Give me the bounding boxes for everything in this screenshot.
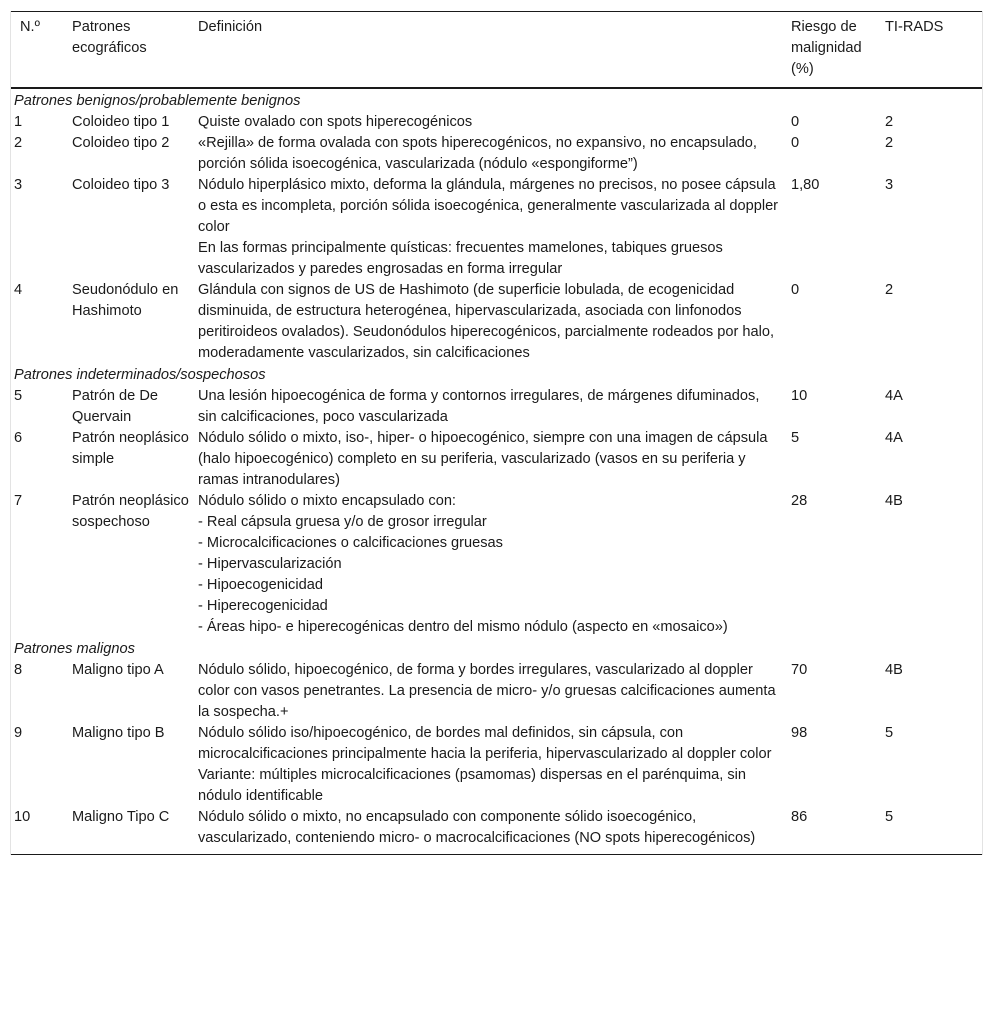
- definition-line: - Hipervascularización: [198, 556, 342, 572]
- cell-risk: 70: [791, 662, 808, 678]
- cell-risk: 28: [791, 493, 808, 509]
- definition-line: Variante: múltiples microcalcificaciones (psamomas) dispersas en el parénquima, sin nódulo identificable: [198, 767, 747, 804]
- cell-pattern: Maligno tipo B: [72, 725, 165, 741]
- cell-tirads: 3: [885, 177, 894, 193]
- definition-line: Nódulo sólido o mixto encapsulado con:: [198, 493, 456, 509]
- cell-definition: [189, 660, 782, 723]
- cell-risk: 5: [791, 430, 800, 446]
- cell-tirads: 5: [885, 725, 894, 741]
- header-definition: Definición: [198, 19, 263, 35]
- cell-risk: 86: [791, 809, 808, 825]
- definition-line: Nódulo sólido o mixto, no encapsulado con componente sólido isoecogénico, vascularizado, conteniendo micro- o macrocalcificaciones (NO spots hiperecogénicos): [198, 809, 756, 846]
- table-row: [11, 133, 982, 175]
- definition-line: - Hiperecogenicidad: [198, 598, 328, 614]
- cell-tirads: 4B: [885, 662, 903, 678]
- definition-line: «Rejilla» de forma ovalada con spots hiperecogénicos, no expansivo, no encapsulado, porción sólida isoecogénica, vascularizada (nódulo «espongiforme”): [198, 135, 757, 172]
- definition-line: Nódulo sólido o mixto, iso-, hiper- o hipoecogénico, siempre con una imagen de cápsula (halo hipoecogénico) completo en su periferia, vascularizado (vasos en su periferia y ramas intranodulares): [198, 430, 768, 488]
- table-row: [11, 491, 982, 638]
- cell-num: 10: [14, 809, 31, 825]
- cell-pattern: Coloideo tipo 2: [72, 135, 170, 151]
- definition-line: - Real cápsula gruesa y/o de grosor irregular: [198, 514, 487, 530]
- cell-definition: [189, 175, 782, 280]
- cell-num: 1: [14, 114, 23, 130]
- cell-num: 5: [14, 388, 23, 404]
- cell-pattern: Patrón neoplásico simple: [72, 430, 189, 467]
- tirads-patterns-table-container: [10, 11, 983, 855]
- cell-tirads: 4A: [885, 388, 903, 404]
- group-title: Patrones malignos: [14, 641, 135, 657]
- group-header-row: [11, 88, 982, 112]
- definition-line: - Áreas hipo- e hiperecogénicas dentro del mismo nódulo (aspecto en «mosaico»): [198, 619, 728, 635]
- group-title: Patrones indeterminados/sospechosos: [14, 367, 266, 383]
- table-row: [11, 660, 982, 723]
- cell-definition: [189, 133, 782, 175]
- definition-line: Una lesión hipoecogénica de forma y contornos irregulares, de márgenes difuminados, sin calcificaciones, poco vascularizada: [198, 388, 760, 425]
- cell-risk: 0: [791, 282, 800, 298]
- table-body: [11, 88, 982, 855]
- cell-definition: [189, 723, 782, 807]
- cell-risk: 98: [791, 725, 808, 741]
- cell-risk: 1,80: [791, 177, 820, 193]
- cell-pattern: Seudonódulo en Hashimoto: [72, 282, 179, 319]
- cell-pattern: Coloideo tipo 1: [72, 114, 170, 130]
- header-pattern: Patrones ecográficos: [72, 19, 147, 56]
- cell-num: 9: [14, 725, 23, 741]
- cell-num: 8: [14, 662, 23, 678]
- definition-line: Nódulo hiperplásico mixto, deforma la glándula, márgenes no precisos, no posee cápsula o esta es incompleta, porción sólida isoecogénica, generalmente vascularizada al doppler color: [198, 177, 779, 235]
- cell-pattern: Patrón de De Quervain: [72, 388, 158, 425]
- cell-tirads: 2: [885, 135, 894, 151]
- group-header-row: [11, 364, 982, 386]
- cell-num: 2: [14, 135, 23, 151]
- group-header-row: [11, 638, 982, 660]
- cell-tirads: 2: [885, 114, 894, 130]
- cell-definition: [189, 386, 782, 428]
- group-title: Patrones benignos/probablemente benignos: [14, 93, 301, 109]
- cell-pattern: Patrón neoplásico sospechoso: [72, 493, 189, 530]
- cell-num: 7: [14, 493, 23, 509]
- table-row: [11, 386, 982, 428]
- table-row: [11, 280, 982, 364]
- cell-pattern: Coloideo tipo 3: [72, 177, 170, 193]
- cell-pattern: Maligno tipo A: [72, 662, 164, 678]
- cell-tirads: 4A: [885, 430, 903, 446]
- table-header: [11, 12, 982, 89]
- definition-line: En las formas principalmente quísticas: frecuentes mamelones, tabiques gruesos vascularizados y paredes engrosadas en forma irregular: [198, 240, 723, 277]
- table-row: [11, 175, 982, 280]
- header-num: N.º: [20, 19, 40, 35]
- header-row: [11, 12, 982, 89]
- table-row: [11, 723, 982, 807]
- definition-line: Quiste ovalado con spots hiperecogénicos: [198, 114, 473, 130]
- cell-risk: 0: [791, 114, 800, 130]
- cell-num: 3: [14, 177, 23, 193]
- cell-definition: [189, 807, 782, 855]
- cell-risk: 10: [791, 388, 808, 404]
- header-risk: Riesgo de malignidad (%): [791, 19, 862, 77]
- cell-definition: [189, 428, 782, 491]
- cell-num: 4: [14, 282, 23, 298]
- cell-tirads: 5: [885, 809, 894, 825]
- table-row: [11, 807, 982, 855]
- cell-risk: 0: [791, 135, 800, 151]
- table-row: [11, 112, 982, 133]
- definition-line: - Microcalcificaciones o calcificaciones gruesas: [198, 535, 503, 551]
- definition-line: Glándula con signos de US de Hashimoto (de superficie lobulada, de ecogenicidad disminuida, de estructura heterogénea, hipervascularizada, asociada con linfonodos peritiroideos ovalados). Seudonódulos hiperecogénicos, parcialmente rodeados por halo, moderadamente vascularizados, sin calcificaciones: [198, 282, 775, 361]
- cell-num: 6: [14, 430, 23, 446]
- definition-line: Nódulo sólido iso/hipoecogénico, de bordes mal definidos, sin cápsula, con microcalcificaciones principalmente hacia la periferia, hipervascularizado al doppler color: [198, 725, 772, 762]
- tirads-patterns-table: [11, 11, 982, 855]
- definition-line: Nódulo sólido, hipoecogénico, de forma y bordes irregulares, vascularizado al doppler color con vasos penetrantes. La presencia de micro- y/o gruesas calcificaciones aumenta la sospecha.+: [198, 662, 776, 720]
- header-tirads: TI-RADS: [885, 19, 944, 35]
- cell-definition: [189, 112, 782, 133]
- cell-definition: [189, 280, 782, 364]
- definition-line: - Hipoecogenicidad: [198, 577, 323, 593]
- cell-tirads: 2: [885, 282, 894, 298]
- table-row: [11, 428, 982, 491]
- cell-definition: [189, 491, 782, 638]
- cell-tirads: 4B: [885, 493, 903, 509]
- cell-pattern: Maligno Tipo C: [72, 809, 170, 825]
